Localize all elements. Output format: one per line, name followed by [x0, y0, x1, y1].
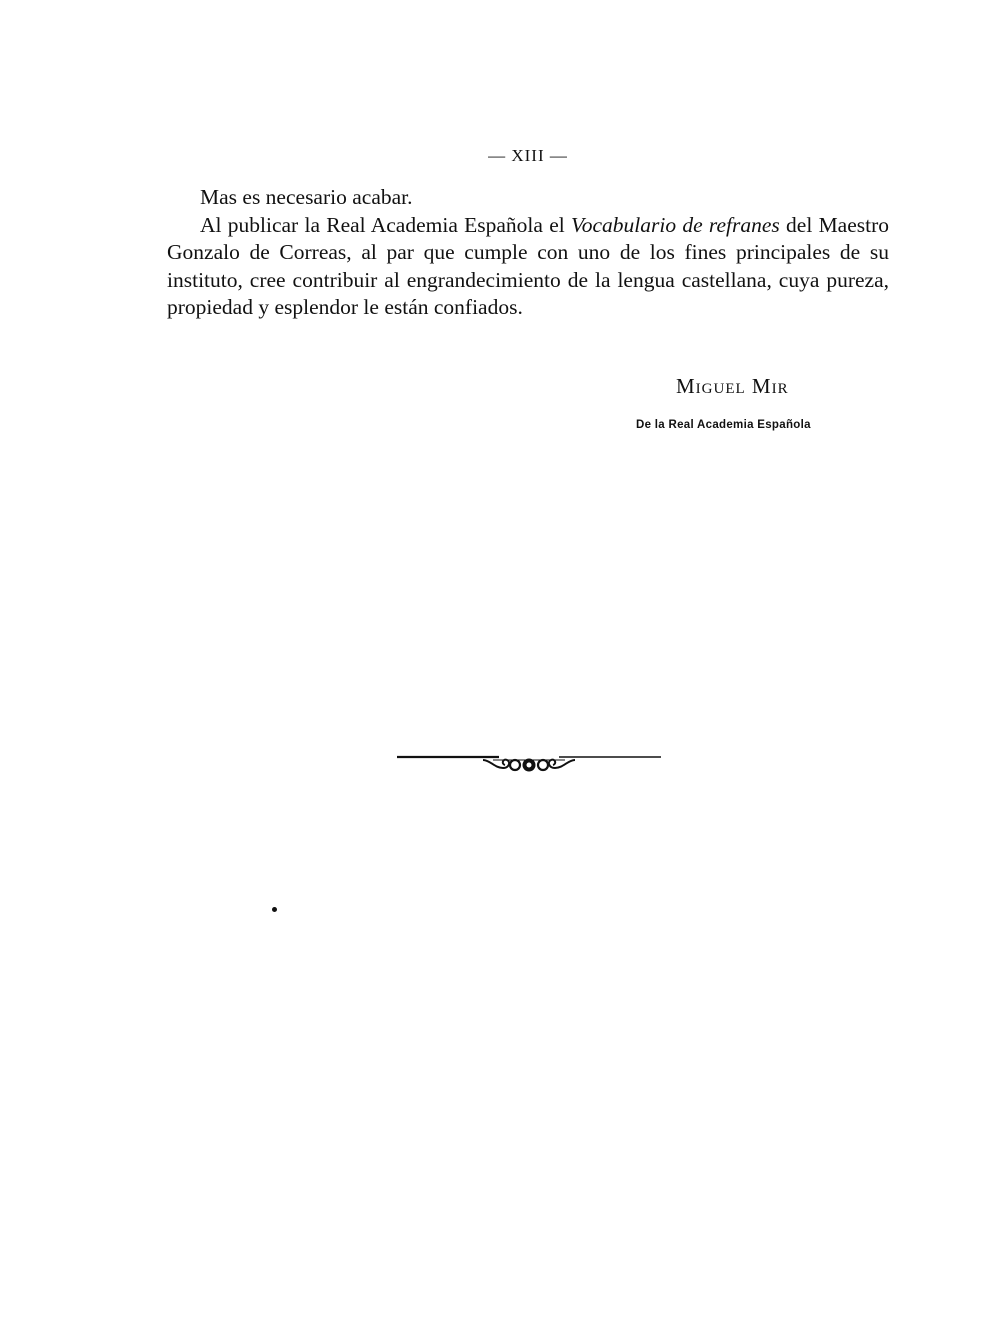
paragraph-2 — [167, 212, 889, 322]
paragraph-1: Mas es necesario acabar. — [200, 185, 413, 209]
ink-speck — [272, 907, 277, 912]
book-title: Vocabulario de refranes — [570, 212, 780, 237]
body-text — [167, 184, 889, 322]
paragraph-2-end: del Maestro Gonzalo de Correas, al par que cumple con uno de los fines principales de su instituto, cree contribuir al engrandecimiento de la lengua castellana, cuya pureza, propiedad y esplendor le están confiados. — [167, 212, 890, 319]
fleuron-divider-icon — [395, 748, 663, 774]
signature-name: Miguel Mir — [676, 374, 789, 398]
signature-affiliation: De la Real Academia Española — [636, 419, 811, 431]
paragraph-2-start: Al publicar la Real Academia Española el — [200, 212, 571, 237]
page-number: — XIII — — [488, 146, 568, 165]
